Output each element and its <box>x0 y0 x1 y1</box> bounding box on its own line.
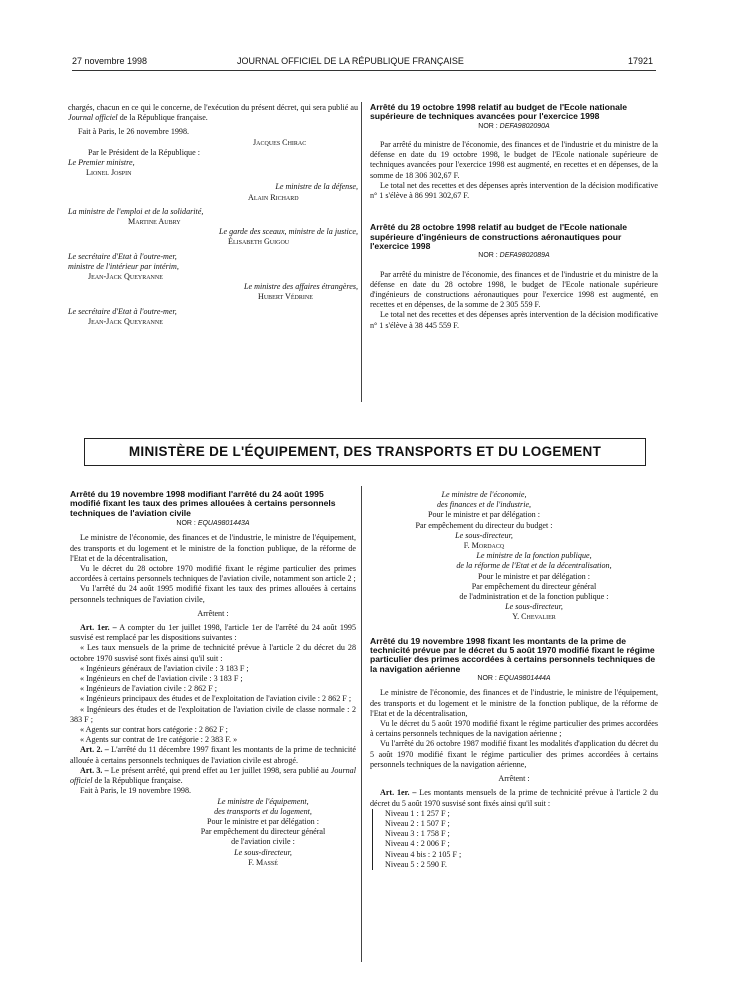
signatory-name: Jean-Jack Queyranne <box>88 272 163 282</box>
decree-continuation: chargés, chacun en ce qui le concerne, de l'exécution du présent décret, qui sera publié au Journal officiel de la République française. <box>68 103 358 123</box>
top-left-column <box>68 103 358 327</box>
level-item: Niveau 5 : 2 590 F. <box>385 859 447 869</box>
quoted-line: « Agents sur contrat de 1re catégorie : 2 383 F. » <box>80 735 238 745</box>
quoted-line: « Ingénieurs en chef de l'aviation civile : 3 183 F ; <box>80 674 243 684</box>
article-2: Art. 2. – L'arrêté du 11 décembre 1997 fixant les montants de la prime de technicité allouée à certains personnels techniques de l'aviation civile est abrogé. <box>70 745 356 765</box>
level-item: Niveau 4 bis : 2 105 F ; <box>385 849 462 859</box>
quoted-line: « Ingénieurs de l'aviation civile : 2 862 F ; <box>80 684 218 694</box>
signatory-name: Y. Chevalier <box>512 612 556 622</box>
arrete-title: Arrêté du 19 novembre 1998 modifiant l'arrêté du 24 août 1995 modifié fixant les taux des primes allouées à certains personnels techniques de l'aviation civile <box>70 489 336 518</box>
signatory-title: ministre de l'intérieur par intérim, <box>68 261 179 271</box>
par-le-president: Par le Président de la République : <box>88 147 200 157</box>
page-number: 17921 <box>628 56 654 66</box>
level-item: Niveau 3 : 1 758 F ; <box>385 829 450 839</box>
bottom-column-divider <box>361 486 362 962</box>
signatory-name: F. Mordacq <box>463 541 505 551</box>
arrete-title: Arrêté du 19 octobre 1998 relatif au budget de l'Ecole nationale supérieure de techniques avancées pour l'exercice 1998 <box>370 102 628 122</box>
visa-paragraph: Vu l'arrêté du 26 octobre 1987 modifié fixant les modalités d'application du décret du 5 août 1970 modifié fixant le régime particulier des primes accordées à certains personnels techniques de la navigation aérienne, <box>370 739 658 769</box>
fait-a-paris: Fait à Paris, le 26 novembre 1998. <box>78 127 190 137</box>
arrete-paragraph: Le total net des recettes et des dépenses après intervention de la décision modificative n° 1 s'élève à 86 991 302,67 F. <box>370 180 659 201</box>
fait-a-paris: Fait à Paris, le 19 novembre 1998. <box>80 786 192 796</box>
signatory-name: Élisabeth Guigou <box>228 237 290 247</box>
signatory-title: Le ministre des affaires étrangères, <box>244 282 358 292</box>
signatory-name: Hubert Védrine <box>258 292 313 302</box>
visa-paragraph: Vu le décret du 5 août 1970 modifié fixant le régime particulier des primes accordées à certains personnels techniques de la navigation aérienne ; <box>370 719 658 739</box>
quoted-line: « Agents sur contrat hors catégorie : 2 862 F ; <box>80 725 228 735</box>
nor-reference: NOR : EQUA9801444A <box>477 675 551 683</box>
arretent: Arrêtent : <box>197 608 229 618</box>
signature-block <box>370 490 658 551</box>
signatory-title: Le secrétaire d'Etat à l'outre-mer, <box>68 251 177 261</box>
delegation-line: de l'administration et de la fonction publique : <box>459 592 609 602</box>
arretent: Arrêtent : <box>498 774 530 784</box>
quoted-line: « Ingénieurs des études et de l'exploitation de l'aviation civile de classe normale : 2 383 F ; <box>70 704 356 724</box>
signatory-name: F. Massé <box>248 857 278 867</box>
signatory-title: Le sous-directeur, <box>455 530 513 540</box>
signatory-title: Le secrétaire d'Etat à l'outre-mer, <box>68 306 177 316</box>
quoted-line: « Les taux mensuels de la prime de technicité prévue à l'article 2 du décret du 28 octobre 1970 susvisé sont fixés ainsi qu'il suit : <box>70 643 356 663</box>
journal-title: JOURNAL OFFICIEL DE LA RÉPUBLIQUE FRANÇAISE <box>237 56 464 66</box>
arrete-title: Arrêté du 28 octobre 1998 relatif au budget de l'Ecole nationale supérieure d'ingénieurs de constructions aéronautiques pour l'exercice 1998 <box>370 222 628 252</box>
signatory-title: des transports et du logement, <box>214 806 312 816</box>
delegation-line: Par empêchement du directeur du budget : <box>415 520 553 530</box>
signatory-title: Le ministre de la fonction publique, <box>476 551 592 561</box>
level-item: Niveau 4 : 2 006 F ; <box>385 839 450 849</box>
nor-reference: NOR : EQUA9801443A <box>176 520 250 528</box>
signatory-title: Le ministre de la défense, <box>275 182 358 192</box>
signatory-name: Alain Richard <box>248 192 299 202</box>
arrete-paragraph: Par arrêté du ministre de l'économie, des finances et de l'industrie et du ministre de la défense en date du 28 octobre 1998, le budget de l'Ecole nationale supérieure d'ingénieurs de constructions aéronautiques pour l'exercice 1998 est augmenté, en recettes et en dépenses, de la somme de 2 305 559 F. <box>370 269 658 310</box>
article-3: Art. 3. – Le présent arrêté, qui prend effet au 1er juillet 1998, sera publié au Journal officiel de la République française. <box>70 765 356 786</box>
top-right-column <box>370 103 658 331</box>
signatory-title: La ministre de l'emploi et de la solidarité, <box>68 206 204 216</box>
level-item: Niveau 2 : 1 507 F ; <box>385 818 450 828</box>
delegation-line: Pour le ministre et par délégation : <box>478 571 590 581</box>
article-1: Art. 1er. – Les montants mensuels de la prime de technicité prévue à l'article 2 du décret du 5 août 1970 susvisé sont fixés ainsi qu'il suit : <box>370 788 658 808</box>
signatory-title: Le ministre de l'économie, <box>441 490 527 499</box>
delegation-line: Par empêchement du directeur général <box>200 827 326 837</box>
visa-paragraph: Le ministre de l'économie, des finances et de l'industrie, le ministre de l'équipement, des transports et du logement et le ministre de la fonction publique, de la réforme de l'Etat et de la décentralisation, <box>370 688 658 718</box>
ministry-heading: MINISTÈRE DE L'ÉQUIPEMENT, DES TRANSPORTS ET DU LOGEMENT <box>84 438 646 466</box>
bottom-left-column <box>70 490 356 868</box>
quoted-line: « Ingénieurs principaux des études et de l'exploitation de l'aviation civile : 2 862 F ; <box>80 694 352 704</box>
visa-paragraph: Vu le décret du 28 octobre 1970 modifié fixant le régime particulier des primes accordées à certains personnels techniques de l'aviation civile, notamment son article 2 ; <box>70 564 356 584</box>
signatory-title: des finances et de l'industrie, <box>436 500 532 510</box>
signatory-title: Le sous-directeur, <box>505 602 563 612</box>
arrete-paragraph: Le total net des recettes et des dépenses après intervention de la décision modificative n° 1 s'élève à 38 445 559 F. <box>370 310 659 330</box>
article-1: Art. 1er. – A compter du 1er juillet 1998, l'article 1er de l'arrêté du 24 août 1995 susvisé est remplacé par les dispositions suivantes : <box>70 623 357 643</box>
delegation-line: Par empêchement du directeur général <box>471 581 597 591</box>
arrete-title: Arrêté du 19 novembre 1998 fixant les montants de la prime de technicité prévue par le décret du 5 août 1970 modifié fixant le régime particulier des primes accordées à certains personnels techniques de la navigation aérienne <box>370 635 656 674</box>
nor-reference: NOR : DEFA9802089A <box>478 252 550 260</box>
page-date: 27 novembre 1998 <box>72 56 148 66</box>
arrete-paragraph: Par arrêté du ministre de l'économie, des finances et de l'industrie et du ministre de la défense en date du 19 octobre 1998, le budget de l'Ecole nationale supérieure de techniques avancées pour l'exercice 1998 est augmenté, en recettes et en dépenses, de la somme de 18 306 302,67 F. <box>370 140 658 180</box>
visa-paragraph: Le ministre de l'économie, des finances et de l'industrie, le ministre de l'équipement, des transports et du logement et le ministre de la fonction publique, de la réforme de l'Etat et de la décentralisation, <box>70 533 356 563</box>
signatory-title: Le sous-directeur, <box>234 847 292 857</box>
signatory-name: Lionel Jospin <box>86 168 132 178</box>
signatory-name: Martine Aubry <box>128 217 181 227</box>
quoted-line: « Ingénieurs généraux de l'aviation civile : 3 183 F ; <box>80 663 249 673</box>
delegation-line: Pour le ministre et par délégation : <box>428 510 540 520</box>
delegation-line: de l'aviation civile : <box>231 837 295 847</box>
header-rule <box>72 70 656 71</box>
level-item: Niveau 1 : 1 257 F ; <box>385 808 450 818</box>
nor-reference: NOR : DEFA9802090A <box>478 122 550 130</box>
bottom-right-column <box>370 490 658 870</box>
signatory-name: Jean-Jack Queyranne <box>88 316 163 326</box>
signatory-name: Jacques Chirac <box>253 137 307 147</box>
levels-list <box>372 809 658 870</box>
signature-block <box>70 797 356 868</box>
visa-paragraph: Vu l'arrêté du 24 août 1995 modifié fixant les taux des primes allouées à certains personnels techniques de l'aviation civile, <box>70 584 356 604</box>
signatory-title: Le garde des sceaux, ministre de la justice, <box>219 227 358 237</box>
signatory-title: de la réforme de l'Etat et de la décentralisation, <box>456 561 612 571</box>
signature-block <box>370 551 658 622</box>
signatory-title: Le Premier ministre, <box>68 158 135 168</box>
top-column-divider <box>361 102 362 402</box>
signatory-title: Le ministre de l'équipement, <box>217 796 309 806</box>
delegation-line: Pour le ministre et par délégation : <box>207 816 319 826</box>
